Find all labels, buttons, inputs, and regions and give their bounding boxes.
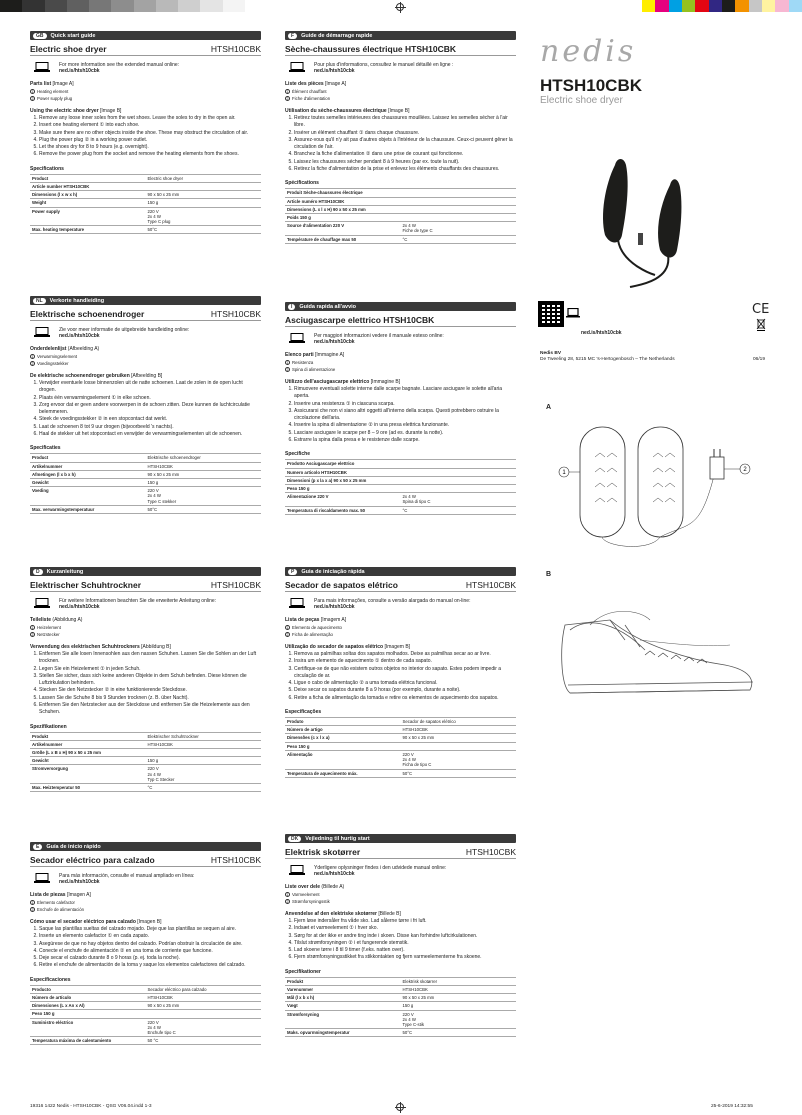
parts-heading: Parts list [Image A]: [30, 81, 74, 87]
spec-row: Weight 150 g: [30, 199, 261, 207]
usage-heading: Cómo usar el secador eléctrico para calzado [Imagen B]: [30, 919, 162, 925]
step-item: 6. Fjern strømforsyningsstikket fra stikkontakten og fjern varmeelementerne fra skoene.: [294, 954, 516, 961]
step-item: 1. Remova as palmilhas soltas dos sapatos molhados. Deixe as palmilhas secar ao ar livre.: [294, 651, 516, 658]
spec-row: Vægt 150 g: [285, 1002, 516, 1010]
step-item: 6. Estrarre la spina dalla presa e le resistenze dalle scarpe.: [294, 437, 516, 444]
language-code: GB: [33, 33, 47, 39]
usage-heading: Utilisation du sèche-chaussures électrique [Image B]: [285, 108, 410, 114]
section-title: Elektrische schoenendroger HTSH10CBK: [30, 309, 261, 319]
part-item: 2 Ficha de alimentação: [286, 632, 333, 637]
spec-row: Dimensions (l x w x h) 90 x 50 x 25 mm: [30, 191, 261, 199]
section-title: Elektrisk skotørrer HTSH10CBK: [285, 847, 516, 857]
section-dk: [285, 834, 516, 1037]
spec-row: Número de artigo HTSH10CBK: [285, 726, 516, 734]
spec-row: Strømforsyning 220 V 2x 4 W Type C-stik: [285, 1010, 516, 1029]
step-item: 2. Insérer un élément chauffant ① dans chaque chaussure.: [294, 130, 516, 137]
spec-row: Product Elektrische schoenendroger: [30, 454, 261, 462]
step-item: 4. Plug the power plug ② in a working power outlet.: [39, 137, 261, 144]
company-name: Nedis BV: [540, 351, 562, 356]
figure-b-label: B: [546, 571, 552, 578]
spec-row: Dimensiones (L x An x Al) 90 x 50 x 25 mm: [30, 1002, 261, 1010]
usage-steps: [285, 918, 516, 962]
spec-row: Produkt Elektrisk skotørrer: [285, 977, 516, 985]
part-item: 2 Enchufe de alimentación: [31, 907, 85, 912]
figure-b-shoe: [550, 585, 780, 705]
spec-row: Article number HTSH10CBK: [30, 182, 261, 190]
figure-a-label: A: [546, 404, 552, 411]
info-note: Für weitere Informationen beachten Sie die erweiterte Anleitung online: ned.is/htsh10cbk: [30, 598, 261, 610]
spec-row: Dimensões (c x l x a) 90 x 50 x 25 mm: [285, 734, 516, 742]
section-p: [285, 567, 516, 778]
figure-a-heating-elements: [550, 412, 770, 552]
usage-heading: Verwendung des elektrischen Schuhtrockners [Abbildung B]: [30, 644, 171, 650]
company-address: De Tweeling 28, 5215 MC 's-Hertogenbosch – The Netherlands: [540, 357, 675, 362]
step-item: 2. Insert one heating element ① into each shoe.: [39, 122, 261, 129]
usage-heading: De elektrische schoenendroger gebruiken [Afbeelding B]: [30, 373, 163, 379]
spec-row: Product Electric shoe dryer: [30, 174, 261, 182]
step-item: 1. Remove any loose inner soles from the wet shoes. Leave the soles to dry in the open air.: [39, 115, 261, 122]
step-item: 5. Lad skoene tørre i 8 til 9 timer (f.eks. natten over).: [294, 947, 516, 954]
part-item: 1 Heizelement: [31, 625, 61, 630]
spec-row: Peso 150 g: [30, 1010, 261, 1018]
spec-row: Température de chauffage max 50 °C: [285, 235, 516, 243]
section-header: I Guida rapida all'avvio: [285, 302, 516, 311]
step-item: 3. Stellen Sie sicher, dass sich keine anderen Objekte in dem Schuh befinden. Diese können die Luftzirkulation behindern.: [39, 673, 261, 688]
spec-row: Stromversorgung 220 V 2x 4 W Typ C Stecker: [30, 765, 261, 784]
step-item: 3. Sørg for at der ikke er andre ting inde i skoen. Disse kan forhindre luftcirkulationen.: [294, 933, 516, 940]
step-item: 3. Certifique-se de que não existem outros objetos no interior do sapato. Estes podem impedir a circulação de ar.: [294, 666, 516, 681]
nedis-logo: nedis: [540, 34, 637, 69]
laptop-icon: [289, 865, 305, 875]
section-nl: [30, 296, 261, 514]
spec-row: Alimentazione 220 V 2x 4 W Spina di tipo C: [285, 493, 516, 506]
product-model: HTSH10CBK: [540, 76, 643, 95]
spec-row: Afmetingen (l x b x h) 90 x 50 x 25 mm: [30, 470, 261, 478]
spec-row: Artikelnummer HTSH10CBK: [30, 740, 261, 748]
spec-row: Numero articolo HTSH10CBK: [285, 468, 516, 476]
spec-row: Dimensioni (p x la x a) 90 x 50 x 25 mm: [285, 476, 516, 484]
registration-mark-top: [396, 3, 404, 11]
step-item: 4. Inserire la spina di alimentazione ② in una presa elettrica funzionante.: [294, 422, 516, 429]
section-d: [30, 567, 261, 792]
spec-row: Dimensions (L x l x H) 90 x 50 x 25 mm: [285, 205, 516, 213]
info-note: Pour plus d'informations, consultez le manuel détaillé en ligne : ned.is/htsh10cbk: [285, 62, 516, 74]
language-code: P: [288, 569, 297, 575]
usage-heading: Anvendelse af den elektriske skotørrer [Billede B]: [285, 911, 401, 917]
step-item: 4. Stecken Sie den Netzstecker ② in eine funktionierende Steckdose.: [39, 687, 261, 694]
step-item: 2. Insira um elemento de aquecimento ① dentro de cada sapato.: [294, 658, 516, 665]
laptop-icon: [34, 62, 50, 72]
step-item: 3. Assurez-vous qu'il n'y ait pas d'autres objets à l'intérieur de la chaussure. Ceux-ci peuvent gêner la circulation de l'air.: [294, 137, 516, 152]
part-item: 2 Voedingsstekker: [31, 361, 69, 366]
part-item: 1 Élément chauffant: [286, 89, 327, 94]
spec-row: Article numéro HTSH10CBK: [285, 197, 516, 205]
step-item: 5. Deje secar el calzado durante 8 o 9 horas (p. ej. toda la noche).: [39, 955, 261, 962]
parts-heading: Onderdelenlijst (Afbeelding A): [30, 346, 100, 352]
spec-heading: Especificações: [285, 709, 322, 716]
spec-table: [30, 453, 261, 514]
step-item: 3. Zorg ervoor dat er geen andere voorwerpen in de schoen zitten. Deze kunnen de luchtcirculatie belemmeren.: [39, 402, 261, 417]
parts-heading: Lista de peças [Imagem A]: [285, 617, 347, 623]
language-code: NL: [33, 298, 46, 304]
step-item: 3. Make sure there are no other objects inside the shoe. These may obstruct the circulation of air.: [39, 130, 261, 137]
step-item: 3. Asegúrese de que no hay objetos dentro del calzado. Podrían obstruir la circulación de aire.: [39, 941, 261, 948]
figure-a-callout-1: 1: [562, 470, 566, 476]
step-item: 2. Inserire una resistenza ① in ciascuna scarpa.: [294, 401, 516, 408]
spec-heading: Specifiche: [285, 451, 311, 458]
usage-steps: [285, 115, 516, 173]
laptop-icon: [566, 308, 580, 318]
section-header: D Kurzanleitung: [30, 567, 261, 576]
usage-heading: Using the electric shoe dryer [Image B]: [30, 108, 122, 114]
section-title: Asciugascarpe elettrico HTSH10CBK: [285, 315, 516, 327]
spec-row: Alimentação 220 V 2x 4 W Ficha de tipo C: [285, 750, 516, 769]
section-i: [285, 302, 516, 515]
part-item: 2 Netzstecker: [31, 632, 60, 637]
spec-row: Artikelnummer HTSH10CBK: [30, 462, 261, 470]
step-item: 2. Inserte un elemento calefactor ① en cada zapato.: [39, 933, 261, 940]
spec-table: [285, 459, 516, 514]
part-item: 2 Spina di alimentazione: [286, 367, 336, 372]
usage-heading: Utilizzo dell'asciugascarpe elettrico [Immagine B]: [285, 379, 401, 385]
step-item: 4. Steek de voedingsstekker ② in een stopcontact dat werkt.: [39, 416, 261, 423]
language-code: E: [33, 844, 42, 850]
laptop-icon: [34, 327, 50, 337]
product-subtitle: Electric shoe dryer: [540, 95, 623, 106]
section-title: Sèche-chaussures électrique HTSH10CBK: [285, 44, 516, 56]
spec-table: [30, 985, 261, 1046]
usage-heading: Utilização do secador de sapatos elétrico [Imagem B]: [285, 644, 411, 650]
spec-row: Peso 150 g: [285, 484, 516, 492]
part-item: 2 Strømforsyningsstik: [286, 899, 330, 904]
section-header: DK Vejledning til hurtig start: [285, 834, 516, 843]
spec-heading: Spezifikationen: [30, 723, 67, 730]
info-note: Yderligere oplysninger findes i den udvidede manual online: ned.is/htsh10cbk: [285, 865, 516, 877]
footer-timestamp: 25-6-2019 14:32:55: [711, 1104, 753, 1109]
part-item: 2 Fiche d'alimentation: [286, 96, 331, 101]
spec-row: Gewicht 150 g: [30, 478, 261, 486]
part-item: 1 Elemento de aquecimento: [286, 625, 342, 630]
section-f: [285, 31, 516, 244]
spec-row: Temperatura di riscaldamento max. 50 °C: [285, 506, 516, 514]
spec-row: Max. Heiztemperatur 50 °C: [30, 784, 261, 792]
step-item: 2. Plaats één verwarmingselement ① in elke schoen.: [39, 395, 261, 402]
section-gb: [30, 31, 261, 234]
step-item: 2. Indsæt et varmeelement ① i hver sko.: [294, 925, 516, 932]
language-code: DK: [288, 836, 301, 842]
step-item: 1. Verwijder eventuele losse binnenzolen uit de natte schoenen. Laat de zolen in de open lucht drogen.: [39, 380, 261, 395]
parts-heading: Liste des pièces [Image A]: [285, 81, 347, 87]
info-note: Para más información, consulte el manual ampliado en línea: ned.is/htsh10cbk: [30, 873, 261, 885]
spec-row: Prodotto Asciugascarpe elettrico: [285, 460, 516, 468]
spec-row: Produit Sèche-chaussures électrique: [285, 189, 516, 197]
step-item: 6. Retire a ficha de alimentação da tomada e retire os elementos de aquecimento dos sapatos.: [294, 695, 516, 702]
spec-row: Maks. opvarmningstemperatur 50°C: [285, 1029, 516, 1037]
spec-table: [285, 717, 516, 778]
spec-heading: Especificaciones: [30, 976, 71, 983]
step-item: 5. Lassen Sie die Schuhe 8 bis 9 Stunden trocknen (z. B. über Nacht).: [39, 695, 261, 702]
step-item: 5. Laissez les chaussures sécher pendant 8 à 9 heures (par ex. toute la nuit).: [294, 159, 516, 166]
parts-heading: Teileliste (Abbildung A): [30, 617, 83, 623]
spec-heading: Specifications: [30, 165, 64, 172]
spec-row: Max. heating temperature 50°C: [30, 226, 261, 234]
parts-heading: Lista de piezas [Imagen A]: [30, 892, 91, 898]
parts-heading: Elenco parti [Immagine A]: [285, 352, 345, 358]
laptop-icon: [289, 62, 305, 72]
spec-row: Número de artículo HTSH10CBK: [30, 993, 261, 1001]
info-note: Zie voor meer informatie de uitgebreide handleiding online: ned.is/htsh10cbk: [30, 327, 261, 339]
spec-row: Gewicht 150 g: [30, 757, 261, 765]
step-item: 5. Deixe secar os sapatos durante 8 a 9 horas (por exemplo, durante a noite).: [294, 687, 516, 694]
spec-table: [30, 174, 261, 235]
qr-code: [540, 303, 562, 325]
step-item: 5. Laat de schoenen 8 tot 9 uur drogen (bijvoorbeeld 's nachts).: [39, 424, 261, 431]
info-note: Para mais informações, consulte a versão alargada do manual on-line: ned.is/htsh10cbk: [285, 598, 516, 610]
step-item: 6. Entfernen Sie den Netzstecker aus der Steckdose und entfernen Sie die Heizelemente aus den Schuhen.: [39, 702, 261, 717]
spec-heading: Spécifications: [285, 180, 319, 187]
spec-row: Mål (l x b x h) 90 x 50 x 25 mm: [285, 994, 516, 1002]
ce-mark-icon: CE: [752, 302, 770, 317]
spec-table: [30, 732, 261, 793]
cmyk-bar: [642, 0, 802, 12]
usage-steps: [30, 651, 261, 717]
part-item: 1 Elemento calefactor: [31, 900, 75, 905]
spec-table: [285, 188, 516, 243]
parts-heading: Liste over dele (Billede A): [285, 884, 345, 890]
step-item: 1. Retirez toutes semelles intérieures des chaussures mouillées. Laissez les semelles sécher à l'air libre.: [294, 115, 516, 130]
grayscale-bar: [0, 0, 245, 12]
section-header: GB Quick start guide: [30, 31, 261, 40]
language-code: F: [288, 33, 297, 39]
step-item: 2. Legen Sie ein Heizelement ① in jeden Schuh.: [39, 666, 261, 673]
section-title: Secador de sapatos elétrico HTSH10CBK: [285, 580, 516, 590]
url-text: ned.is/htsh10cbk: [581, 330, 622, 336]
step-item: 6. Retire el enchufe de alimentación de la toma y saque los elementos calefactores del calzado.: [39, 962, 261, 969]
spec-row: Voeding 220 V 2x 4 W Type C stekker: [30, 487, 261, 506]
spec-row: Temperatura máxima de calentamiento 50 °C: [30, 1037, 261, 1045]
spec-heading: Specificaties: [30, 445, 61, 452]
spec-row: Größe (L x B x H) 90 x 50 x 25 mm: [30, 749, 261, 757]
spec-row: Produto Secador de sapatos elétrico: [285, 718, 516, 726]
spec-row: Varenummer HTSH10CBK: [285, 985, 516, 993]
section-title: Electric shoe dryer HTSH10CBK: [30, 44, 261, 54]
step-item: 6. Retirez la fiche d'alimentation de la prise et enlevez les éléments chauffants des chaussures.: [294, 166, 516, 173]
weee-bin-icon: [756, 318, 766, 331]
section-header: F Guide de démarrage rapide: [285, 31, 516, 40]
spec-table: [285, 977, 516, 1038]
part-item: 1 Heating element: [31, 89, 69, 94]
section-title: Elektrischer Schuhtrockner HTSH10CBK: [30, 580, 261, 590]
section-title: Secador eléctrico para calzado HTSH10CBK: [30, 855, 261, 865]
spec-row: Power supply 220 V 2x 4 W Type C plug: [30, 207, 261, 226]
doc-date: 06/19: [753, 357, 766, 362]
spec-row: Peso 150 g: [285, 742, 516, 750]
info-note: For more information see the extended manual online: ned.is/htsh10cbk: [30, 62, 261, 74]
section-header: NL Verkorte handleiding: [30, 296, 261, 305]
laptop-icon: [289, 598, 305, 608]
language-code: D: [33, 569, 43, 575]
step-item: 5. Let the shoes dry for 8 to 9 hours (e.g. overnight).: [39, 144, 261, 151]
step-item: 1. Saque las plantillas sueltas del calzado mojado. Deje que las plantillas se sequen al aire.: [39, 926, 261, 933]
info-note: Per maggiori informazioni vedere il manuale esteso online: ned.is/htsh10cbk: [285, 333, 516, 345]
section-header: P Guia de iniciação rápida: [285, 567, 516, 576]
spec-heading: Specifikationer: [285, 968, 321, 975]
footer-file: 19316 1422 Nedis - HTSH10CBK - QSG V06.04.indd 1-3: [30, 1104, 152, 1109]
spec-row: Produkt Elektrischer Schuhtrockner: [30, 732, 261, 740]
laptop-icon: [289, 333, 305, 343]
section-header: E Guía de inicio rápido: [30, 842, 261, 851]
part-item: 2 Power supply plug: [31, 96, 73, 101]
usage-steps: [30, 115, 261, 159]
part-item: 1 Verwarmingselement: [31, 354, 78, 359]
product-photo: [560, 125, 740, 295]
step-item: 1. Fjern løse indersåler fra våde sko. Lad sålerne tørre i fri luft.: [294, 918, 516, 925]
step-item: 1. Entfernen Sie alle losen Innensohlen aus den nassen Schuhen. Lassen Sie die Sohlen an der Luft trocknen.: [39, 651, 261, 666]
usage-steps: [285, 386, 516, 444]
step-item: 4. Branchez la fiche d'alimentation ② dans une prise de courant qui fonctionne.: [294, 151, 516, 158]
language-code: I: [288, 304, 295, 310]
spec-row: Source d'alimentation 220 V 2x 4 W Fiche de type C: [285, 222, 516, 235]
section-e: [30, 842, 261, 1045]
laptop-icon: [34, 598, 50, 608]
laptop-icon: [34, 873, 50, 883]
step-item: 3. Assicurarsi che non vi siano altri oggetti all'interno della scarpa. Questi potrebbero ostruire la circolazione dell'aria.: [294, 408, 516, 423]
step-item: 5. Lasciare asciugare le scarpe per 8 – 9 ore (ad es. durante la notte).: [294, 430, 516, 437]
part-item: 1 Resistenza: [286, 360, 314, 365]
step-item: 1. Rimuovere eventuali solette interne dalle scarpe bagnate. Lasciare asciugare le solette all'aria aperta.: [294, 386, 516, 401]
spec-row: Producto Secador eléctrico para calzado: [30, 985, 261, 993]
part-item: 1 Varmeelement: [286, 892, 320, 897]
spec-row: Suministro eléctrico 220 V 2x 4 W Enchufe tipo C: [30, 1018, 261, 1037]
spec-row: Max. verwarmingstemperatuur 50°C: [30, 505, 261, 513]
figure-a-callout-2: 2: [743, 467, 747, 473]
usage-steps: [30, 380, 261, 438]
step-item: 4. Conecte el enchufe de alimentación ② en una toma de corriente que funcione.: [39, 948, 261, 955]
usage-steps: [285, 651, 516, 702]
step-item: 6. Haal de stekker uit het stopcontact en verwijder de verwarmingselementen uit de schoenen.: [39, 431, 261, 438]
step-item: 4. Tilslut strømforsyningen ② i et fungerende stemstik.: [294, 940, 516, 947]
spec-row: Temperatura de aquecimento máx. 50°C: [285, 769, 516, 777]
step-item: 4. Ligue o cabo de alimentação ② a uma tomada elétrica funcional.: [294, 680, 516, 687]
registration-mark-bottom: [396, 1103, 404, 1111]
spec-row: Poids 150 g: [285, 213, 516, 221]
step-item: 6. Remove the power plug from the socket and remove the heating elements from the shoes.: [39, 151, 261, 158]
usage-steps: [30, 926, 261, 970]
